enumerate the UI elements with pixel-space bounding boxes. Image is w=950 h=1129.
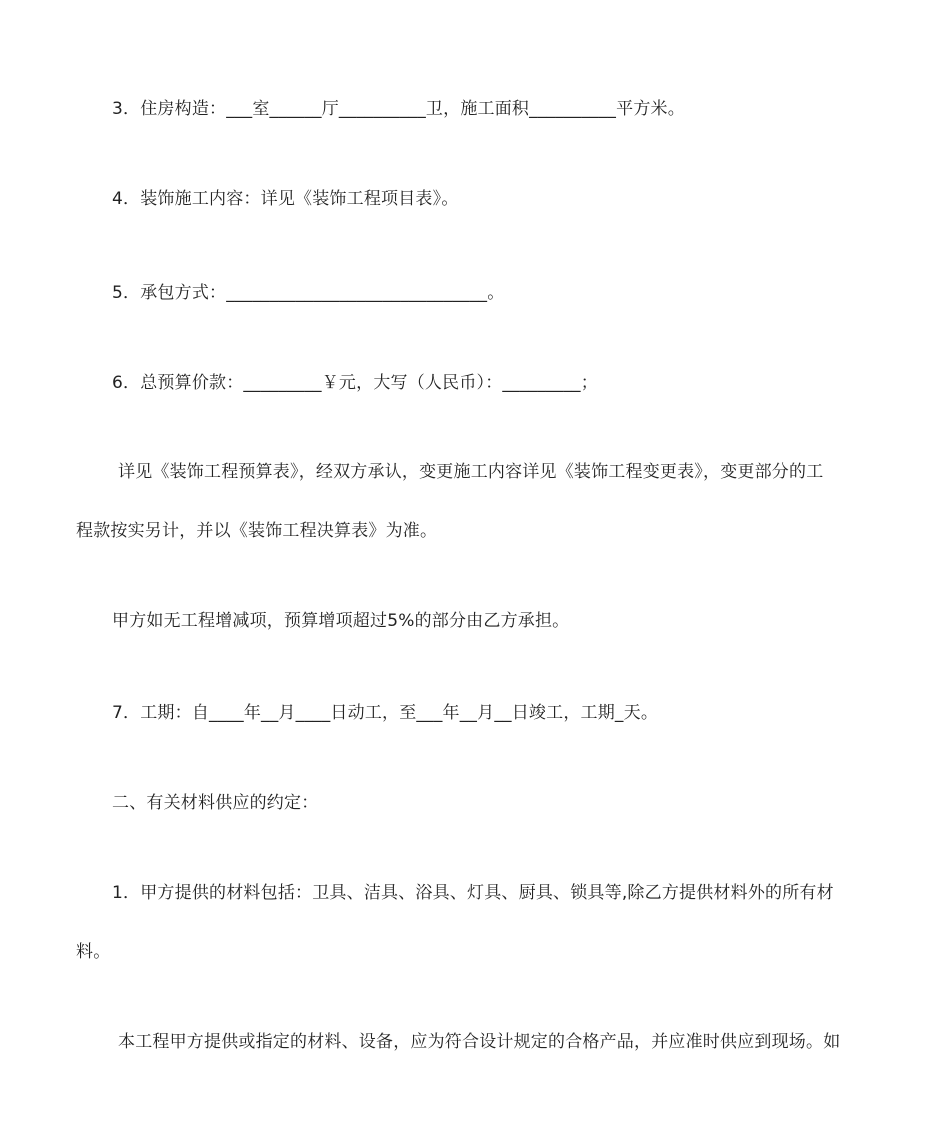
total-budget-line: 6．总预算价款：_________￥元，大写（人民币）：_________； xyxy=(112,373,598,393)
section-two-heading: 二、有关材料供应的约定： xyxy=(112,793,319,813)
materials-provided-line-1: 1．甲方提供的材料包括：卫具、洁具、浴具、灯具、厨具、锁具等,除乙方提供材料外的所有材 xyxy=(112,883,834,903)
budget-detail-line-1: 详见《装饰工程预算表》，经双方承认，变更施工内容详见《装饰工程变更表》，变更部分的工 xyxy=(118,462,824,482)
budget-detail-line-2: 程款按实另计，并以《装饰工程决算表》为准。 xyxy=(76,521,438,541)
construction-period-line: 7．工期：自____年__月____日动工，至___年__月__日竣工，工期_天。 xyxy=(112,703,659,723)
housing-structure-line: 3．住房构造：___室______厅__________卫，施工面积__________平方米。 xyxy=(112,99,685,119)
budget-overrun-line: 甲方如无工程增减项，预算增项超过5%的部分由乙方承担。 xyxy=(112,611,570,631)
decoration-content-line: 4．装饰施工内容：详见《装饰工程项目表》。 xyxy=(112,189,459,209)
materials-quality-line: 本工程甲方提供或指定的材料、设备，应为符合设计规定的合格产品，并应准时供应到现场。如 xyxy=(118,1032,841,1052)
materials-provided-line-2: 料。 xyxy=(76,942,111,962)
contract-method-line: 5．承包方式：______________________________。 xyxy=(112,283,505,303)
